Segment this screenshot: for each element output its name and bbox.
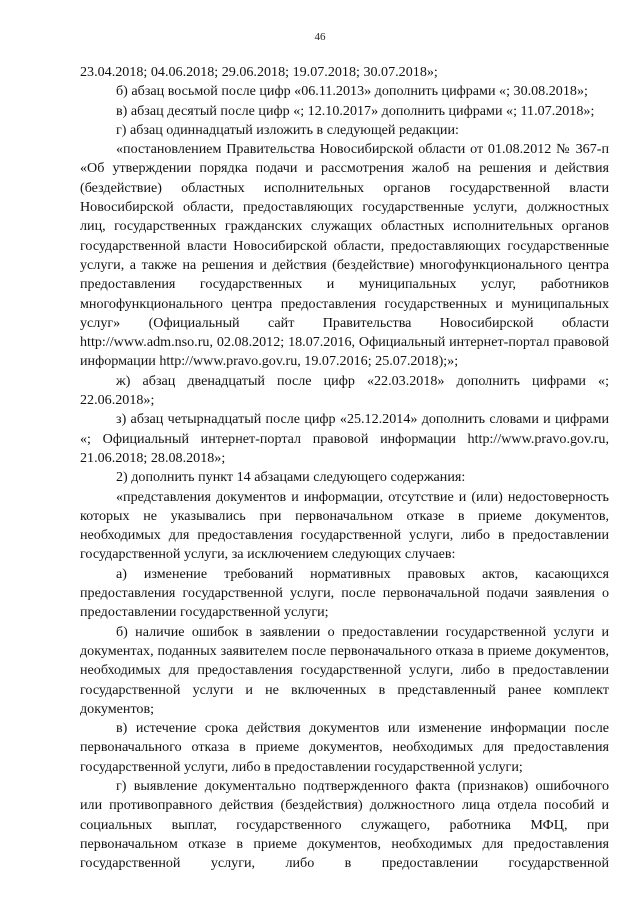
paragraph-item-g: г) абзац одиннадцатый изложить в следующей редакции: bbox=[116, 121, 459, 138]
paragraph-case-v: в) истечение срока действия документов или изменение информации после первоначального отказа в приеме документов, необходимых для предоставления государственной услуги, либо в предоставлении государственной услуги; bbox=[80, 720, 609, 775]
paragraph-documents-info: «представления документов и информации, отсутствие и (или) недостоверность которых не указывались при первоначальном отказе в приеме документов, необходимых для предоставления государственной услуги, либо в предоставлении государственной услуги, за исключением следующих случаев: bbox=[80, 488, 609, 563]
paragraph-case-a: а) изменение требований нормативных правовых актов, касающихся предоставления государственной услуги, после первоначальной подачи заявления о предоставлении государственной услуги; bbox=[80, 565, 609, 621]
paragraph-item-zh: ж) абзац двенадцатый после цифр «22.03.2018» дополнить цифрами «; 22.06.2018»; bbox=[80, 372, 609, 409]
paragraph-point-2: 2) дополнить пункт 14 абзацами следующего содержания: bbox=[116, 469, 466, 486]
paragraph-item-b: б) абзац восьмой после цифр «06.11.2013» дополнить цифрами «; 30.08.2018»; bbox=[116, 83, 588, 100]
paragraph-item-z: з) абзац четырнадцатый после цифр «25.12.2014» дополнить словами и цифрами «; Официальный интернет-портал правовой информации http://www.pravo.gov.ru, 21.06.2018; 28.08.2018»; bbox=[80, 411, 609, 466]
paragraph-resolution-quote: «постановлением Правительства Новосибирской области от 01.08.2012 № 367-п «Об утверждении порядка подачи и рассмотрения жалоб на решения и действия (бездействие) областных исполнительных органов государственной власти Новосибирской области, предоставляющих государственные услуги, должностных лиц, государственных гражданских служащих областных исполнительных органов государственной власти Новосибирской области, предоставляющих государственные услуги, а также на решения и действия (бездействие) многофункционального центра предоставления государственных и муниципальных услуг, работников многофункционального центра предоставления государственных и муниципальных услуг» (Официальный сайт Правительства Новосибирской области http://www.adm.nso.ru, 02.08.2012; 18.07.2016, Официальный интернет-портал правовой информации http://www.pravo.gov.ru, 19.07.2016; 25.07.2018);»; bbox=[80, 141, 609, 370]
paragraph-date-list: 23.04.2018; 04.06.2018; 29.06.2018; 19.07.2018; 30.07.2018»; bbox=[80, 64, 438, 80]
document-body bbox=[80, 63, 609, 873]
page-number: 46 bbox=[314, 31, 326, 43]
paragraph-case-b: б) наличие ошибок в заявлении о предоставлении государственной услуги и документах, поданных заявителем после первоначального отказа в приеме документов, необходимых для предоставления государственной услуги, либо в предоставлении государственной услуги и не включенных в представленный ранее комплект документов; bbox=[80, 623, 609, 717]
paragraph-case-g: г) выявление документально подтвержденного факта (признаков) ошибочного или противоправного действия (бездействия) должностного лица отдела пособий и социальных выплат, государственного служащего, работника МФЦ, при первоначальном отказе в приеме документов, необходимых для предоставления государственной услуги, либо в предоставлении государственной bbox=[80, 777, 609, 872]
paragraph-item-v: в) абзац десятый после цифр «; 12.10.2017» дополнить цифрами «; 11.07.2018»; bbox=[116, 102, 595, 119]
